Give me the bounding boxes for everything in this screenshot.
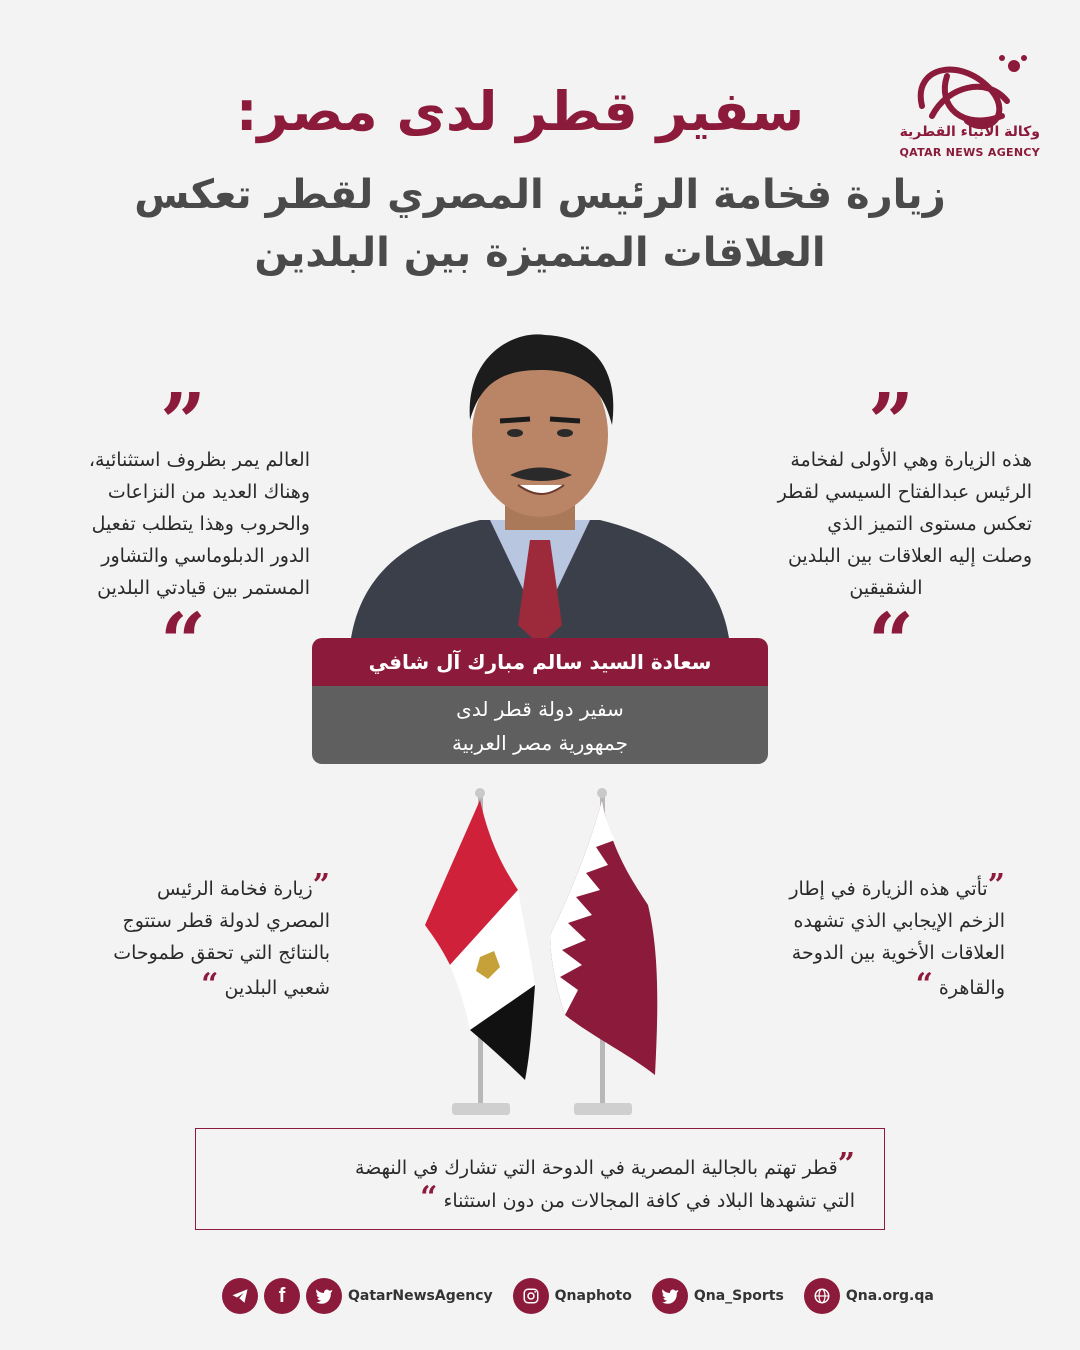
subheadline-line1: زيارة فخامة الرئيس المصري لقطر تعكس (134, 172, 946, 218)
quote-line: الشقيقين (849, 577, 923, 599)
quote-line: الزخم الإيجابي الذي تشهده (793, 910, 1005, 932)
quote-text: تأتي هذه الزيارة في إطار (789, 878, 988, 900)
quote-close-icon: “ (160, 595, 207, 689)
subheadline-line2: العلاقات المتميزة بين البلدين (254, 230, 826, 276)
quote-text: والقاهرة (938, 977, 1005, 999)
quote-open-icon: ” (312, 868, 330, 903)
quote-line (720, 870, 1005, 905)
quote-text: شعبي البلدين (224, 977, 330, 999)
ambassador-title (312, 686, 768, 764)
quote-line: المصري لدولة قطر ستتوج (122, 910, 330, 932)
quote-line: الرئيس عبدالفتاح السيسي لقطر (777, 481, 1032, 503)
globe-icon[interactable] (804, 1278, 840, 1314)
quote-line: وصلت إليه العلاقات بين البلدين (787, 545, 1032, 567)
social-footer (222, 1278, 934, 1314)
quote-open-icon: ” (837, 1147, 855, 1182)
quote-line: العالم يمر بظروف استثنائية، (88, 449, 310, 471)
qatar-flag-icon (550, 800, 657, 1075)
social-handle-qna[interactable]: QatarNewsAgency (348, 1288, 493, 1304)
quote-line: العلاقات الأخوية بين الدوحة (791, 942, 1005, 964)
quote-close-icon: “ (201, 967, 219, 1002)
quote-line (215, 1147, 855, 1183)
quote-text: التي تشهدها البلاد في كافة المجالات من دون استثناء (443, 1190, 855, 1212)
quote-line: هذه الزيارة وهي الأولى لفخامة (790, 449, 1032, 471)
twitter-icon[interactable] (652, 1278, 688, 1314)
title-line: سفير دولة قطر لدى (456, 697, 624, 721)
quote-line (720, 969, 1005, 1004)
quote-line: والحروب وهذا يتطلب تفعيل (91, 513, 310, 535)
quote-line: بالنتائج التي تحقق طموحات (113, 942, 330, 964)
quote-line (215, 1180, 855, 1216)
quote-bottom (215, 1147, 855, 1216)
quote-line: الدور الدبلوماسي والتشاور (101, 545, 310, 567)
twitter-icon[interactable] (306, 1278, 342, 1314)
instagram-icon[interactable] (513, 1278, 549, 1314)
quote-line (40, 870, 330, 905)
logo-arabic-name: وكالة الأنباء القطرية (899, 124, 1040, 140)
facebook-icon[interactable]: f (264, 1278, 300, 1314)
subheadline (100, 166, 980, 282)
headline: سفير قطر لدى مصر: (235, 80, 805, 143)
quote-top-left (40, 444, 310, 604)
quote-open-icon: ” (868, 375, 915, 469)
quote-top-right (740, 444, 1032, 604)
quote-close-icon: “ (915, 967, 933, 1002)
quote-line: المستمر بين قيادتي البلدين (97, 577, 310, 599)
quote-mid-right (720, 870, 1005, 1004)
quote-open-icon: ” (160, 375, 207, 469)
social-handle-photo[interactable]: Qnaphoto (554, 1288, 632, 1304)
quote-line: تعكس مستوى التميز الذي (827, 513, 1032, 535)
quote-line: وهناك العديد من النزاعات (107, 481, 310, 503)
quote-text: زيارة فخامة الرئيس (156, 878, 313, 900)
flags-illustration (410, 785, 680, 1120)
website-link[interactable]: Qna.org.qa (845, 1288, 934, 1304)
ambassador-name: سعادة السيد سالم مبارك آل شافي (312, 638, 768, 686)
quote-mid-left (40, 870, 330, 1004)
quote-close-icon: “ (868, 595, 915, 689)
social-handle-sports[interactable]: Qna_Sports (693, 1288, 784, 1304)
egypt-flag-icon (425, 800, 535, 1080)
quote-close-icon: “ (420, 1180, 438, 1215)
quote-open-icon: ” (987, 868, 1005, 903)
telegram-icon[interactable] (222, 1278, 258, 1314)
logo-english-name: QATAR NEWS AGENCY (899, 146, 1040, 159)
ambassador-portrait (340, 325, 740, 645)
quote-text: قطر تهتم بالجالية المصرية في الدوحة التي تشارك في النهضة (354, 1157, 838, 1179)
quote-line (40, 969, 330, 1004)
title-line: جمهورية مصر العربية (452, 731, 628, 755)
